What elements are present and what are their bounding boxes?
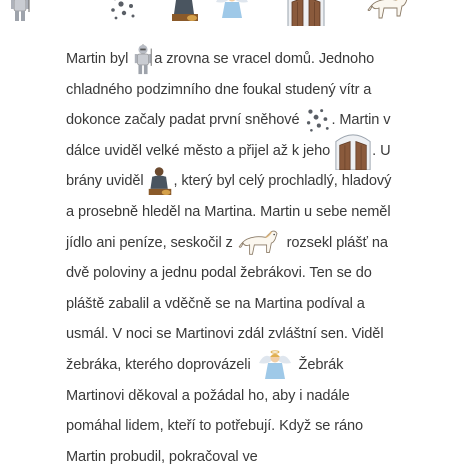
beggar-icon: [170, 0, 200, 24]
story-segment: rozsekl plášť na dvě poloviny a jednu podal žebrákovi. Ten se do pláště zabalil a vděčně se na Martina podíval a usmál. V noci se Martinovi zdál zvláštní sen. Viděl žebráka, kterého doprovázeli: [66, 234, 388, 373]
story-segment: . Martin v dálce uviděl velké město a přijel až k jeho: [66, 112, 391, 159]
gate-icon: [334, 132, 372, 170]
angel-icon: [255, 349, 295, 381]
knight-icon: [132, 44, 154, 75]
story-paragraph: [66, 44, 396, 472]
snowflakes-icon: [107, 0, 137, 22]
story-segment: Žebrák Martinovi děkoval a požádal ho, aby i nadále pomáhal lidem, kteří to potřebují. Když se ráno Martin probudil, pokračoval ve: [66, 356, 364, 465]
story-segment: a zrovna se vracel domů. Jednoho chladného podzimního dne foukal studený vítr a dokonce začaly padat první sněhové: [66, 51, 375, 129]
horse-icon: [237, 226, 283, 260]
snowflakes-icon: [303, 106, 331, 134]
knight-icon: [8, 0, 32, 22]
angel-icon: [212, 0, 252, 20]
horse-icon: [366, 0, 414, 24]
story-segment: . U brány uviděl: [66, 142, 391, 190]
beggar-icon: [147, 166, 173, 198]
story-segment: Martin byl: [66, 51, 133, 67]
gate-icon: [286, 0, 326, 26]
icon-strip: [0, 0, 450, 26]
story-text: [66, 44, 396, 472]
story-segment: , který byl celý prochladlý, hladový a prosebně hleděl na Martina. Martin u sebe neměl jídlo ani peníze, seskočil z: [66, 173, 392, 251]
